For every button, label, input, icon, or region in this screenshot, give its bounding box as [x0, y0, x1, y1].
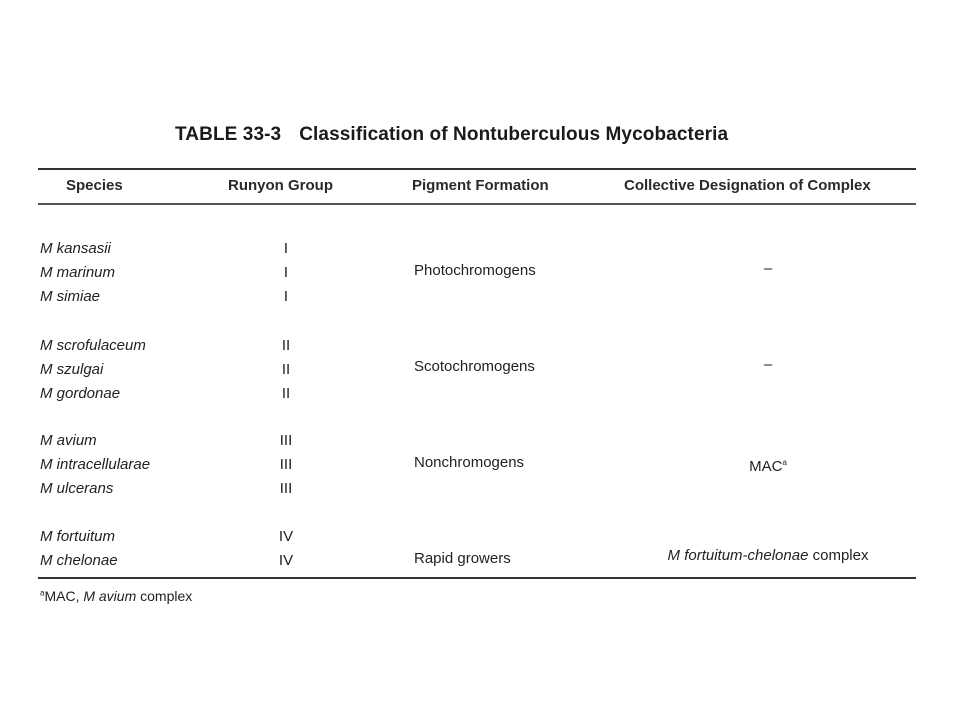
header-species: Species — [66, 177, 123, 194]
table-title — [175, 124, 728, 146]
pigment-cell: Scotochromogens — [414, 358, 535, 375]
species-cell: M chelonae — [40, 552, 118, 569]
species-cell: M kansasii — [40, 240, 111, 257]
species-cell: M simiae — [40, 288, 101, 305]
complex-cell — [638, 454, 898, 476]
species-cell: M fortuitum — [40, 528, 116, 545]
runyon-cell: II — [281, 337, 291, 354]
complex-cell — [638, 547, 898, 565]
header-runyon-group: Runyon Group — [228, 177, 333, 194]
complex-rest-text: complex — [808, 547, 869, 564]
runyon-cell: I — [283, 240, 289, 257]
header-pigment-formation: Pigment Formation — [412, 177, 549, 194]
table-number: TABLE 33-3 — [175, 124, 282, 145]
runyon-cell: I — [283, 288, 289, 305]
table-title-text: Classification of Nontuberculous Mycobacteria — [299, 124, 729, 145]
bottom-rule — [38, 577, 916, 579]
runyon-cell: III — [279, 480, 293, 497]
species-cell: M szulgai — [40, 361, 104, 378]
pigment-cell: Nonchromogens — [414, 454, 525, 471]
runyon-cell: II — [281, 385, 291, 402]
complex-text: MAC — [749, 458, 783, 475]
species-cell: M avium — [40, 432, 97, 449]
table-footnote — [40, 588, 192, 604]
species-cell: M gordonae — [40, 385, 121, 402]
footnote-marker: a — [40, 588, 45, 598]
runyon-cell: III — [279, 432, 293, 449]
top-rule — [38, 168, 916, 170]
runyon-cell: IV — [278, 528, 294, 545]
complex-cell: – — [763, 260, 773, 277]
header-rule — [38, 203, 916, 205]
species-cell: M ulcerans — [40, 480, 114, 497]
footnote-abbrev: MAC, — [44, 588, 84, 604]
footnote-marker: a — [782, 458, 787, 467]
footnote-italic: M avium — [83, 588, 137, 604]
species-cell: M scrofulaceum — [40, 337, 146, 354]
species-cell: M intracellularae — [40, 456, 151, 473]
runyon-cell: III — [279, 456, 293, 473]
complex-cell: – — [763, 356, 773, 373]
complex-italic-text: M fortuitum-chelonae — [667, 547, 809, 564]
species-cell: M marinum — [40, 264, 116, 281]
header-collective-designation: Collective Designation of Complex — [624, 177, 871, 194]
pigment-cell: Photochromogens — [414, 262, 536, 279]
pigment-cell: Rapid growers — [414, 550, 511, 567]
runyon-cell: I — [283, 264, 289, 281]
runyon-cell: II — [281, 361, 291, 378]
runyon-cell: IV — [278, 552, 294, 569]
footnote-rest: complex — [136, 588, 193, 604]
